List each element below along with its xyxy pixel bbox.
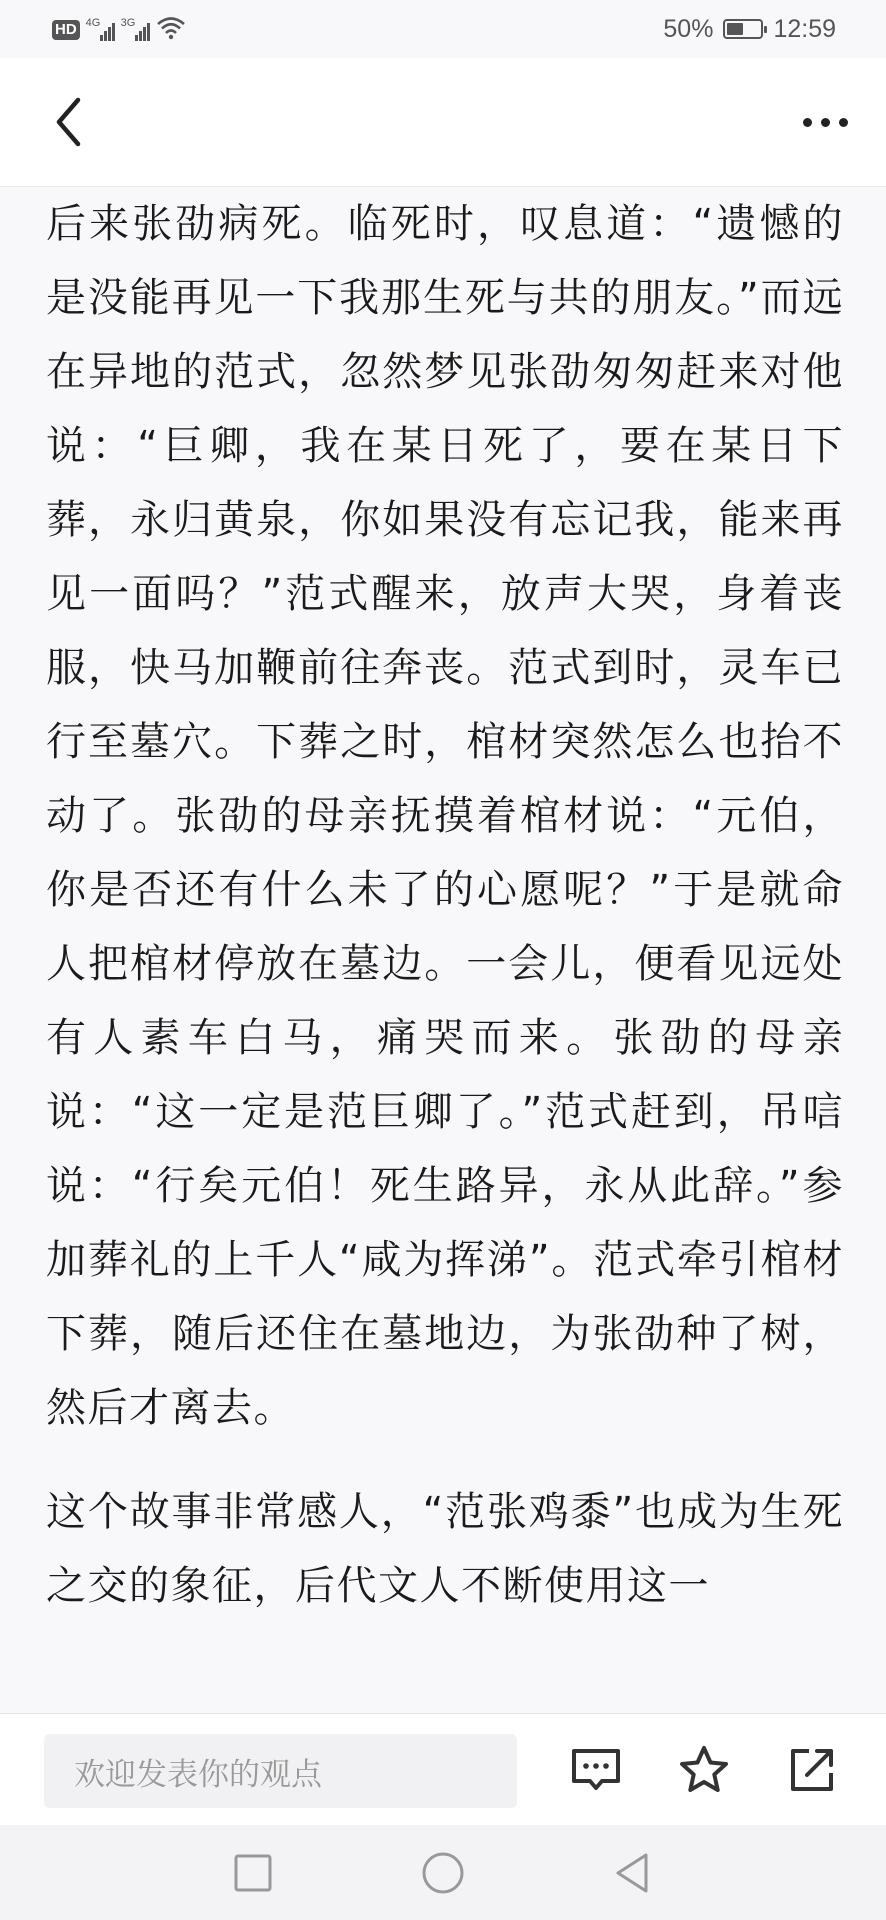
system-navigation-bar xyxy=(0,1825,886,1920)
back-button[interactable] xyxy=(40,92,96,152)
battery-level-fill xyxy=(727,23,743,35)
home-button[interactable] xyxy=(417,1847,469,1899)
status-bar xyxy=(0,0,886,58)
signal-icon-sim2 xyxy=(121,19,150,41)
battery-percent: 50% xyxy=(663,14,714,43)
system-back-button[interactable] xyxy=(606,1847,658,1899)
top-nav-bar xyxy=(0,58,886,187)
network-type-sim2: 3G xyxy=(120,17,136,29)
battery-icon xyxy=(723,19,763,39)
wifi-icon xyxy=(156,16,186,44)
article-paragraph: 后来张劭病死。临死时，叹息道：“遗憾的是没能再见一下我那生死与共的朋友。”而远在异地的范式，忽然梦见张劭匆匆赶来对他说：“巨卿，我在某日死了，要在某日下葬，永归黄泉，你如果没有忘记我，能来再见一面吗？”范式醒来，放声大哭，身着丧服，快马加鞭前往奔丧。范式到时，灵车已行至墓穴。下葬之时，棺材突然怎么也抬不动了。张劭的母亲抚摸着棺材说：“元伯，你是否还有什么未了的心愿呢？”于是就命人把棺材停放在墓边。一会儿，便看见远处有人素车白马，痛哭而来。张劭的母亲说：“这一定是范巨卿了。”范式赶到，吊唁说：“行矣元伯！死生路异，永从此辞。”参加葬礼的上千人“咸为挥涕”。范式牵引棺材下葬，随后还住在墓地边，为张劭种了树，然后才离去。 xyxy=(46,201,844,1431)
status-indicators xyxy=(52,16,186,44)
favorite-button[interactable] xyxy=(674,1740,734,1800)
signal-icon-sim1 xyxy=(86,19,115,41)
bottom-action-bar xyxy=(0,1713,886,1826)
more-options-button[interactable] xyxy=(790,94,860,150)
chevron-left-icon xyxy=(51,96,85,148)
clock: 12:59 xyxy=(773,14,836,43)
comment-input[interactable]: 欢迎发表你的观点 xyxy=(44,1734,517,1808)
circle-icon xyxy=(421,1851,465,1895)
network-type-sim1: 4G xyxy=(85,17,101,29)
more-dots-icon xyxy=(803,118,812,127)
article-body xyxy=(46,187,844,1713)
square-icon xyxy=(233,1853,273,1893)
star-icon xyxy=(677,1744,731,1796)
recent-apps-button[interactable] xyxy=(227,1847,279,1899)
share-icon xyxy=(787,1745,837,1795)
status-right xyxy=(663,14,836,44)
comment-icon xyxy=(569,1745,623,1795)
triangle-back-icon xyxy=(612,1851,652,1895)
article-paragraph: 这个故事非常感人，“范张鸡黍”也成为生死之交的象征，后代文人不断使用这一 xyxy=(46,1489,844,1609)
hd-voice-badge: HD xyxy=(52,20,80,40)
share-button[interactable] xyxy=(782,1740,842,1800)
comment-button[interactable] xyxy=(566,1740,626,1800)
